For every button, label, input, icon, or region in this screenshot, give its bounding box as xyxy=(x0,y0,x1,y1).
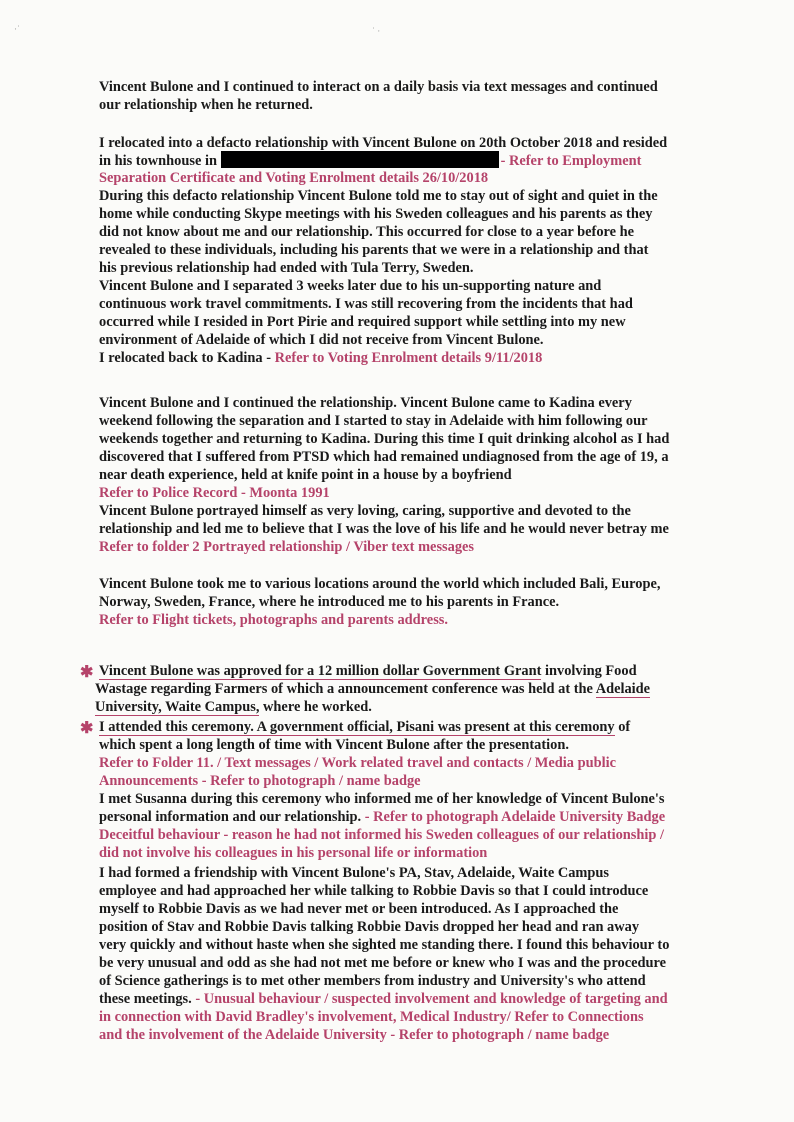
p3-line-3: weekends together and returning to Kadina. During this time I quit drinking alcohol as I had xyxy=(99,431,670,447)
p6-underlined-grant: Vincent Bulone was approved for a 12 million dollar Government Grant xyxy=(99,663,542,679)
scan-speck: ˙ · xyxy=(372,26,381,36)
p2-body-8: occurred while I resided in Port Pirie and required support while settling into my new xyxy=(99,314,626,330)
p3-line-1: Vincent Bulone and I continued the relationship. Vincent Bulone came to Kadina every xyxy=(99,395,632,411)
p1-line-2: our relationship when he returned. xyxy=(99,97,313,113)
p9-ref-2: and the involvement of the Adelaide University - Refer to photograph / name badge xyxy=(99,1027,610,1043)
p8-line-2 xyxy=(99,808,759,826)
p5-ref: Refer to Flight tickets, photographs and parents address. xyxy=(99,612,448,628)
p3-line-2: weekend following the separation and I started to stay in Adelaide with him following our xyxy=(99,413,648,429)
p7-line-2: which spent a long length of time with Vincent Bulone after the presentation. xyxy=(99,737,569,753)
p9-line-1: I had formed a friendship with Vincent Bulone's PA, Stav, Adelaide, Waite Campus xyxy=(99,865,610,881)
p9-line-8-text: these meetings. xyxy=(99,991,196,1007)
p2-body-7: continuous work travel commitments. I was still recovering from the incidents that had xyxy=(99,296,633,312)
p2-body-9: environment of Adelaide of which I did not receive from Vincent Bulone. xyxy=(99,332,544,348)
p2-last-ref: Refer to Voting Enrolment details 9/11/2018 xyxy=(274,350,543,366)
p7-line-1-rest: of xyxy=(614,719,631,735)
p6-line-1-rest: involving Food xyxy=(541,663,637,679)
p2-body-5: his previous relationship had ended with Tula Terry, Sweden. xyxy=(99,260,474,276)
p7-ref-2: Announcements - Refer to photograph / name badge xyxy=(99,773,421,789)
p6-underlined-campus: University, Waite Campus, xyxy=(95,699,260,715)
p2-line-2 xyxy=(99,151,759,170)
p6-line-1 xyxy=(99,662,759,680)
p2-last-text: I relocated back to Kadina - xyxy=(99,350,275,366)
p2-body-1: During this defacto relationship Vincent Bulone told me to stay out of sight and quiet in the xyxy=(99,188,658,204)
p4-line-1: Vincent Bulone portrayed himself as very loving, caring, supportive and devoted to the xyxy=(99,503,631,519)
p8-ref-2: did not involve his colleagues in his personal life or information xyxy=(99,845,488,861)
p2-line-2-text: in his townhouse in xyxy=(99,153,217,169)
p9-line-5: very quickly and without haste when she sighted me standing there. I found this behaviour to xyxy=(99,937,670,953)
p5-line-2: Norway, Sweden, France, where he introduced me to his parents in France. xyxy=(99,594,560,610)
p9-line-7: of Science gatherings is to met other members from industry and University's who attend xyxy=(99,973,646,989)
p5-line-1: Vincent Bulone took me to various locations around the world which included Bali, Europe, xyxy=(99,576,661,592)
asterisk-mark-icon: ✱ xyxy=(80,720,94,737)
p7-ref-1: Refer to Folder 11. / Text messages / Work related travel and contacts / Media public xyxy=(99,755,616,771)
redaction-block xyxy=(221,151,499,168)
p9-line-3: myself to Robbie Davis as we had never met or been introduced. As I approached the xyxy=(99,901,619,917)
p8-line-1: I met Susanna during this ceremony who informed me of her knowledge of Vincent Bulone's xyxy=(99,791,665,807)
p4-ref: Refer to folder 2 Portrayed relationship / Viber text messages xyxy=(99,539,475,555)
p2-line-1: I relocated into a defacto relationship with Vincent Bulone on 20th October 2018 and resided xyxy=(99,135,668,151)
p8-line-2-ref: - Refer to photograph Adelaide University Badge xyxy=(364,809,666,825)
p6-line-3 xyxy=(95,698,755,716)
scan-speck: ·˙ xyxy=(14,24,20,34)
p3-line-4: discovered that I suffered from PTSD which had remained undiagnosed from the age of 19, a xyxy=(99,449,669,465)
p6-line-2 xyxy=(95,680,755,698)
asterisk-mark-icon: ✱ xyxy=(80,664,94,681)
p6-line-3-rest: where he worked. xyxy=(259,699,372,715)
p7-line-1 xyxy=(99,718,759,736)
p2-ref-start: - Refer to Employment xyxy=(500,153,642,169)
p2-last-line xyxy=(99,349,759,367)
p2-body-6: Vincent Bulone and I separated 3 weeks later due to his un-supporting nature and xyxy=(99,278,602,294)
p9-line-8-ref: - Unusual behaviour / suspected involvement and knowledge of targeting and xyxy=(195,991,668,1007)
p6-underlined-adelaide: Adelaide xyxy=(595,681,651,697)
p6-line-2-text: Wastage regarding Farmers of which a announcement conference was held at the xyxy=(95,681,596,697)
p3-ref: Refer to Police Record - Moonta 1991 xyxy=(99,485,330,501)
p9-ref-1: in connection with David Bradley's involvement, Medical Industry/ Refer to Connections xyxy=(99,1009,644,1025)
p9-line-4: position of Stav and Robbie Davis talking Robbie Davis dropped her head and ran away xyxy=(99,919,640,935)
p9-line-8 xyxy=(99,990,759,1008)
p7-underlined-ceremony: I attended this ceremony. A government official, Pisani was present at this ceremony xyxy=(99,719,615,735)
p2-ref-line: Separation Certificate and Voting Enrolment details 26/10/2018 xyxy=(99,170,489,186)
p2-body-3: did not know about me and our relationship. This occurred for close to a year before he xyxy=(99,224,635,240)
p2-body-4: revealed to these individuals, including his parents that we were in a relationship and that xyxy=(99,242,649,258)
p1-line-1: Vincent Bulone and I continued to interact on a daily basis via text messages and continued xyxy=(99,79,658,95)
p9-line-2: employee and had approached her while talking to Robbie Davis so that I could introduce xyxy=(99,883,649,899)
p8-ref-1: Deceitful behaviour - reason he had not informed his Sweden colleagues of our relationship / xyxy=(99,827,664,843)
p8-line-2-text: personal information and our relationship. xyxy=(99,809,365,825)
p2-body-2: home while conducting Skype meetings with his Sweden colleagues and his parents as they xyxy=(99,206,653,222)
p4-line-2: relationship and led me to believe that I was the love of his life and he would never betray me xyxy=(99,521,669,537)
p3-line-5: near death experience, held at knife point in a house by a boyfriend xyxy=(99,467,512,483)
p9-line-6: be very unusual and odd as she had not met me before or knew who I was and the procedure xyxy=(99,955,667,971)
